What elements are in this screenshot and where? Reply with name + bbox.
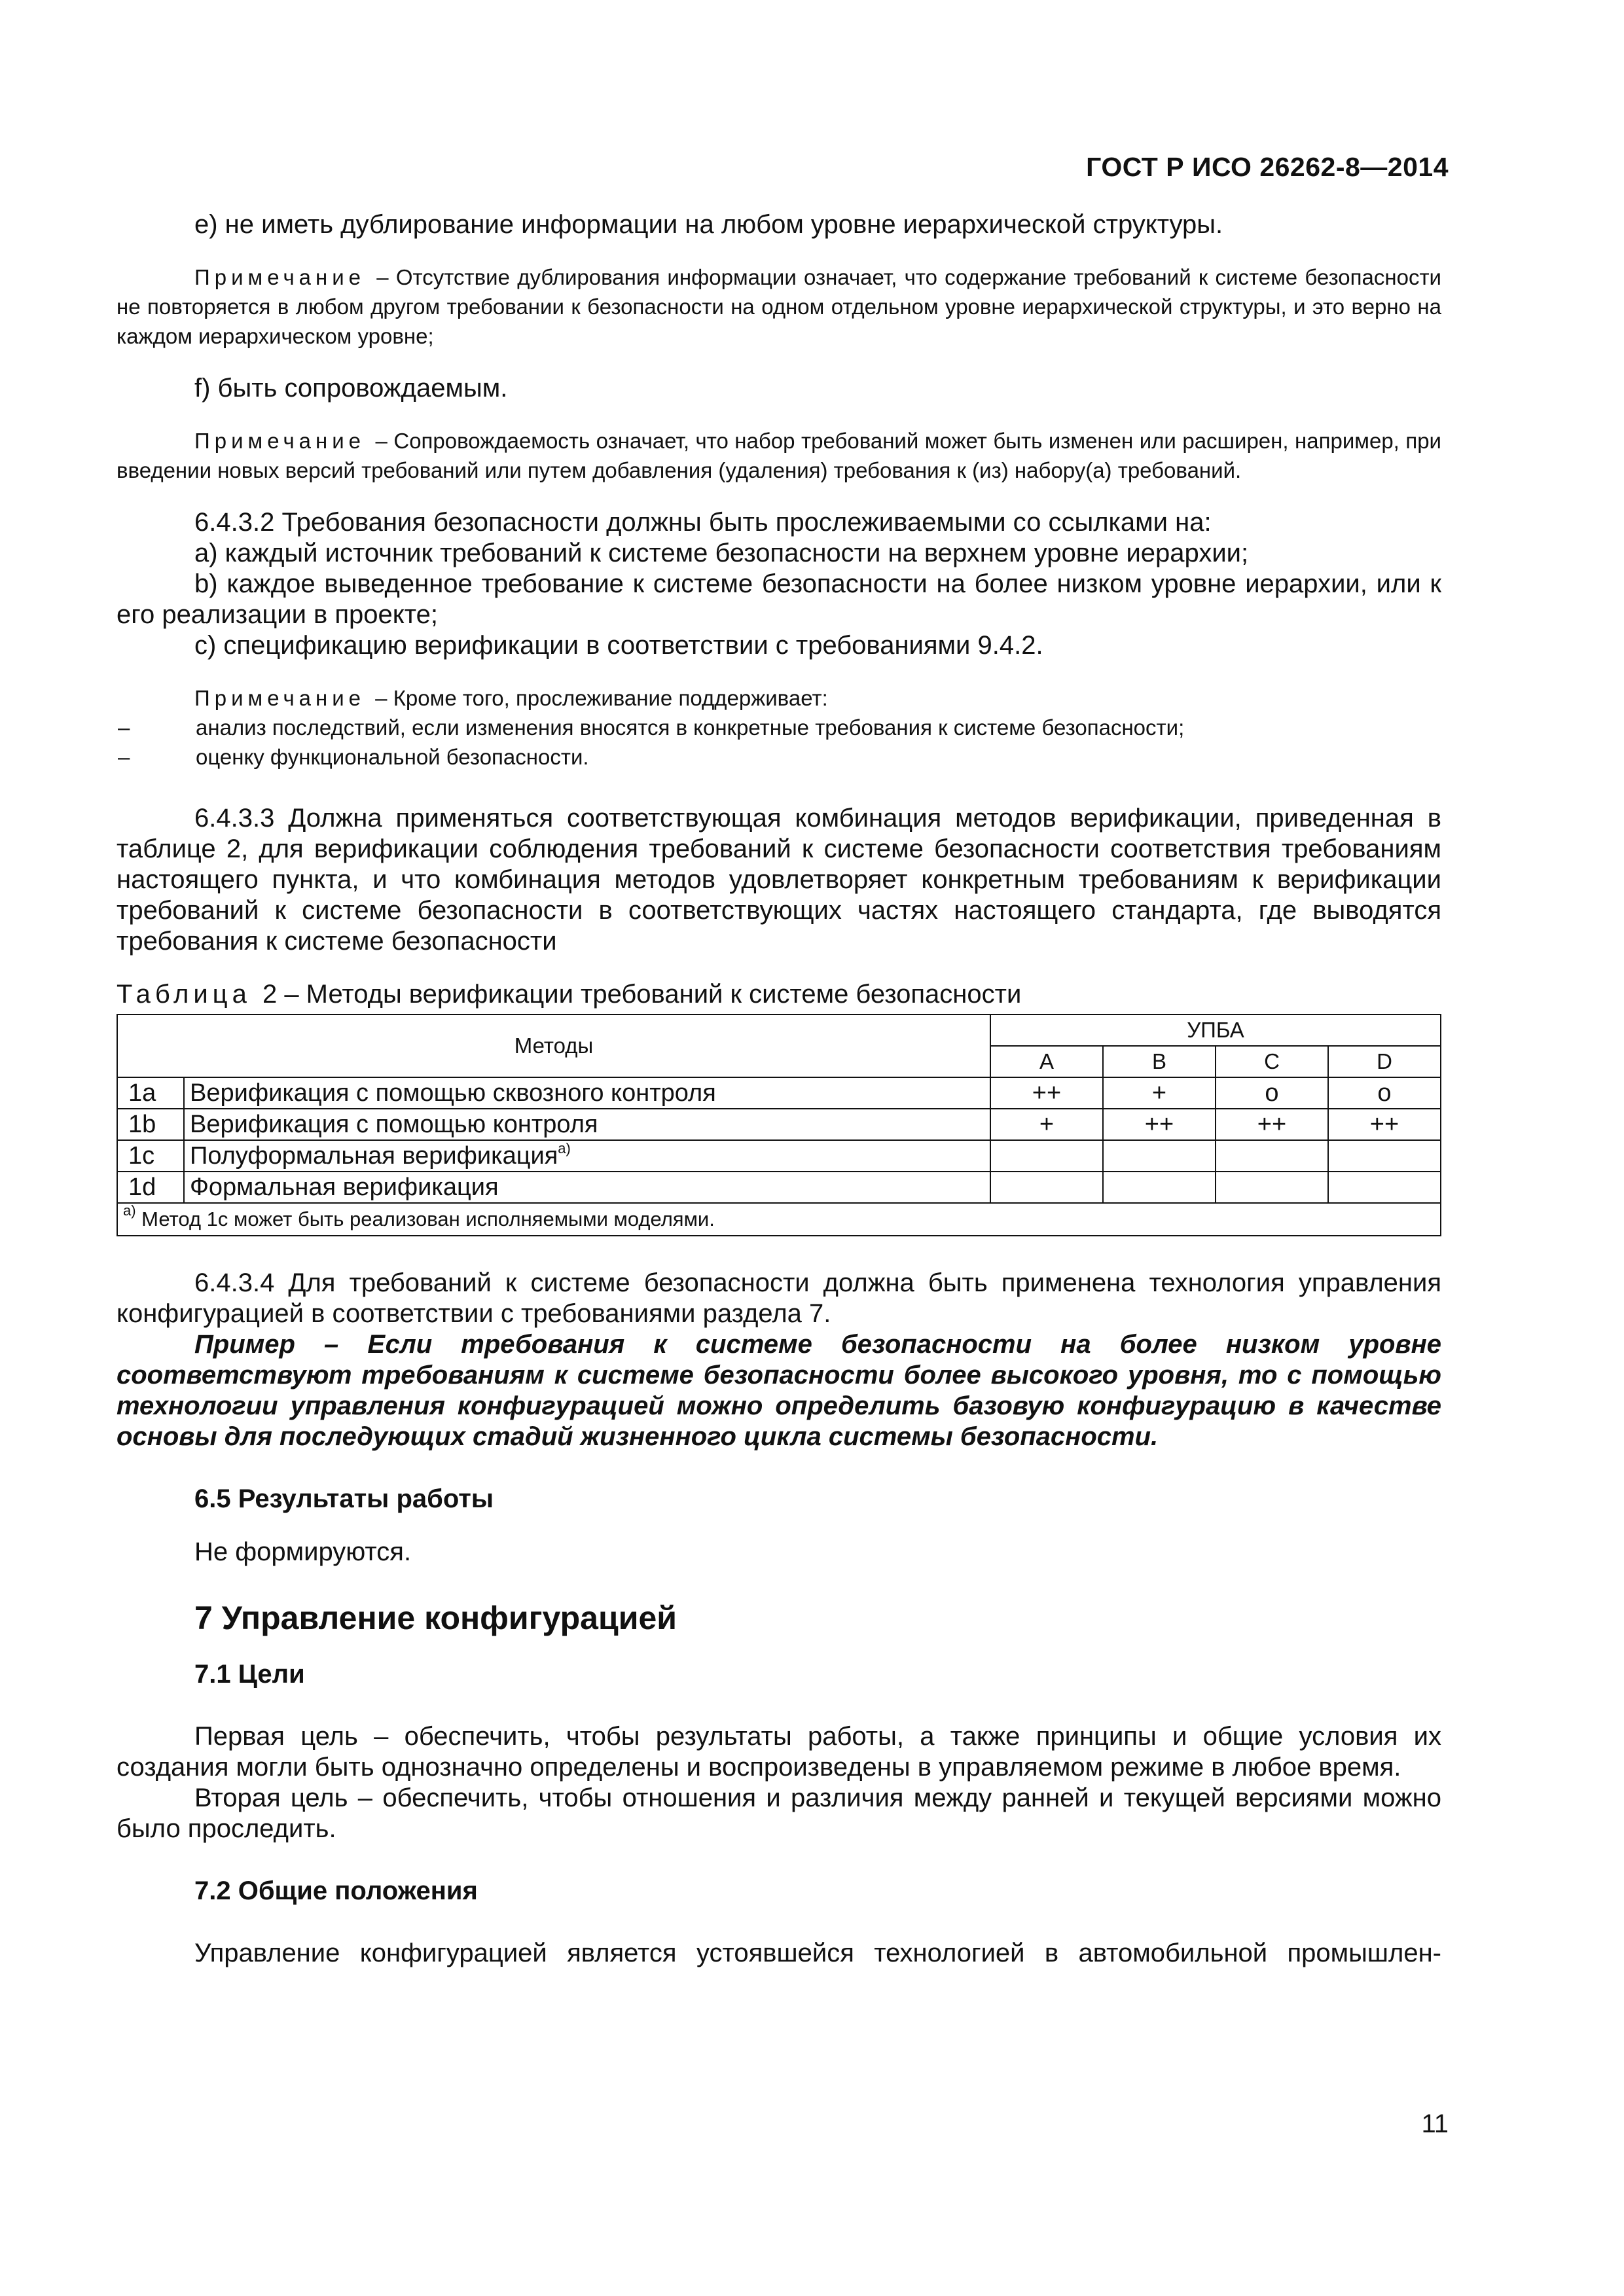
note-1-text: – Отсутствие дублирования информации означает, что содержание требований к системе безопасности не повторяется в любом другом требовании к безопасности на одном отдельном уровне иерархической структуры, и это верно на каждом иерархическом уровне; (117, 265, 1441, 348)
method-cell: Полуформальная верификация$^{a)}$ (184, 1140, 990, 1172)
item-e: е) не иметь дублирование информации на любом уровне иерархической структуры. (194, 210, 1223, 239)
header-level-d: D (1328, 1046, 1441, 1077)
footnote-ref: a) (558, 1139, 571, 1157)
clause-6432-a: а) каждый источник требований к системе безопасности на верхнем уровне иерархии; (194, 539, 1249, 567)
note-label: Примечание (194, 429, 366, 453)
table-row: 1d Формальная верификация (117, 1172, 1441, 1203)
table-footnote: $^{a)}$ Метод 1с может быть реализован исполняемыми моделями. (117, 1203, 1441, 1236)
method-cell: Верификация с помощью сквозного контроля (184, 1077, 990, 1109)
clause-6433: 6.4.3.3 Должна применяться соответствующая комбинация методов верификации, приведенная в таблице 2, для верификации соблюдения требований к системе безопасности соответствия требованиям настоящего пункта, и что комбинация методов удовлетворяет конкретным требованиям к верификации требований к системе безопасности в соответствующих частях настоящего стандарта, где выводятся требования к системе безопасности (117, 804, 1441, 956)
clause-6434: 6.4.3.4 Для требований к системе безопасности должна быть применена технология управления конфигурацией в соответствии с требованиями раздела 7. (117, 1268, 1441, 1328)
chapter-7-title: 7 Управление конфигурацией (194, 1600, 677, 1636)
note-label: Примечание (194, 686, 366, 710)
section-7-1-p2: Вторая цель – обеспечить, чтобы отношения и различия между ранней и текущей версиями можно было проследить. (117, 1784, 1441, 1843)
page-number: 11 (1421, 2109, 1449, 2138)
note-3 (117, 683, 1441, 713)
method-cell: Формальная верификация (184, 1172, 990, 1203)
note-3-item: – анализ последствий, если изменения вносятся в конкретные требования к системе безопасности; (118, 715, 1185, 740)
clause-6432-c: с) спецификацию верификации в соответствии с требованиями 9.4.2. (194, 631, 1043, 660)
clause-6432-b: b) каждое выведенное требование к системе безопасности на более низком уровне иерархии, или к его реализации в проекте; (117, 569, 1441, 629)
clause-6432-intro: 6.4.3.2 Требования безопасности должны быть прослеживаемыми со ссылками на: (194, 508, 1212, 537)
note-3-item: – оценку функциональной безопасности. (118, 745, 589, 769)
table-title: Таблица 2 – Методы верификации требований к системе безопасности (117, 980, 1022, 1009)
table-row: 1c Полуформальная верификация$^{a)}$ (117, 1140, 1441, 1172)
note-1 (117, 262, 1441, 351)
note-2-text: – Сопровождаемость означает, что набор требований может быть изменен или расширен, например, при введении новых версий требований или путем добавления (удаления) требования к (из) набору(а) требований. (117, 429, 1441, 482)
header-methods: Методы (117, 1014, 990, 1077)
header-upba: УПБА (990, 1014, 1441, 1046)
document-id-header: ГОСТ Р ИСО 26262-8—2014 (1086, 152, 1449, 182)
method-cell: Верификация с помощью контроля (184, 1109, 990, 1140)
header-level-b: B (1103, 1046, 1216, 1077)
section-6-5-title: 6.5 Результаты работы (194, 1484, 494, 1513)
methods-table (117, 1014, 1441, 1236)
table-label: Таблица (117, 980, 251, 1009)
note-3-text: – Кроме того, прослеживание поддерживает: (369, 686, 828, 710)
note-2 (117, 426, 1441, 485)
page-content (117, 209, 1441, 1969)
section-6-5-text: Не формируются. (194, 1537, 412, 1566)
section-7-1-p1: Первая цель – обеспечить, чтобы результаты работы, а также принципы и общие условия их создания могли быть однозначно определены и воспроизведены в управляемом режиме в любое время. (117, 1722, 1441, 1782)
section-7-2-title: 7.2 Общие положения (194, 1876, 478, 1905)
header-level-a: A (990, 1046, 1103, 1077)
example: Пример – Если требования к системе безопасности на более низком уровне соответствуют требованиям к системе безопасности более высокого уровня, то с помощью технологии управления конфигурацией можно определить базовую конфигурацию в качестве основы для последующих стадий жизненного цикла системы безопасности. (117, 1330, 1441, 1451)
section-7-2-p1: Управление конфигурацией является устоявшейся технологией в автомобильной промышлен- (194, 1939, 1441, 1967)
table-row: 1a Верификация с помощью сквозного контроля ++ + o o (117, 1077, 1441, 1109)
item-f: f) быть сопровождаемым. (194, 374, 508, 403)
section-7-1-title: 7.1 Цели (194, 1660, 305, 1689)
header-level-c: C (1216, 1046, 1328, 1077)
note-label: Примечание (194, 265, 366, 289)
table-row: 1b Верификация с помощью контроля + ++ ++ ++ (117, 1109, 1441, 1140)
